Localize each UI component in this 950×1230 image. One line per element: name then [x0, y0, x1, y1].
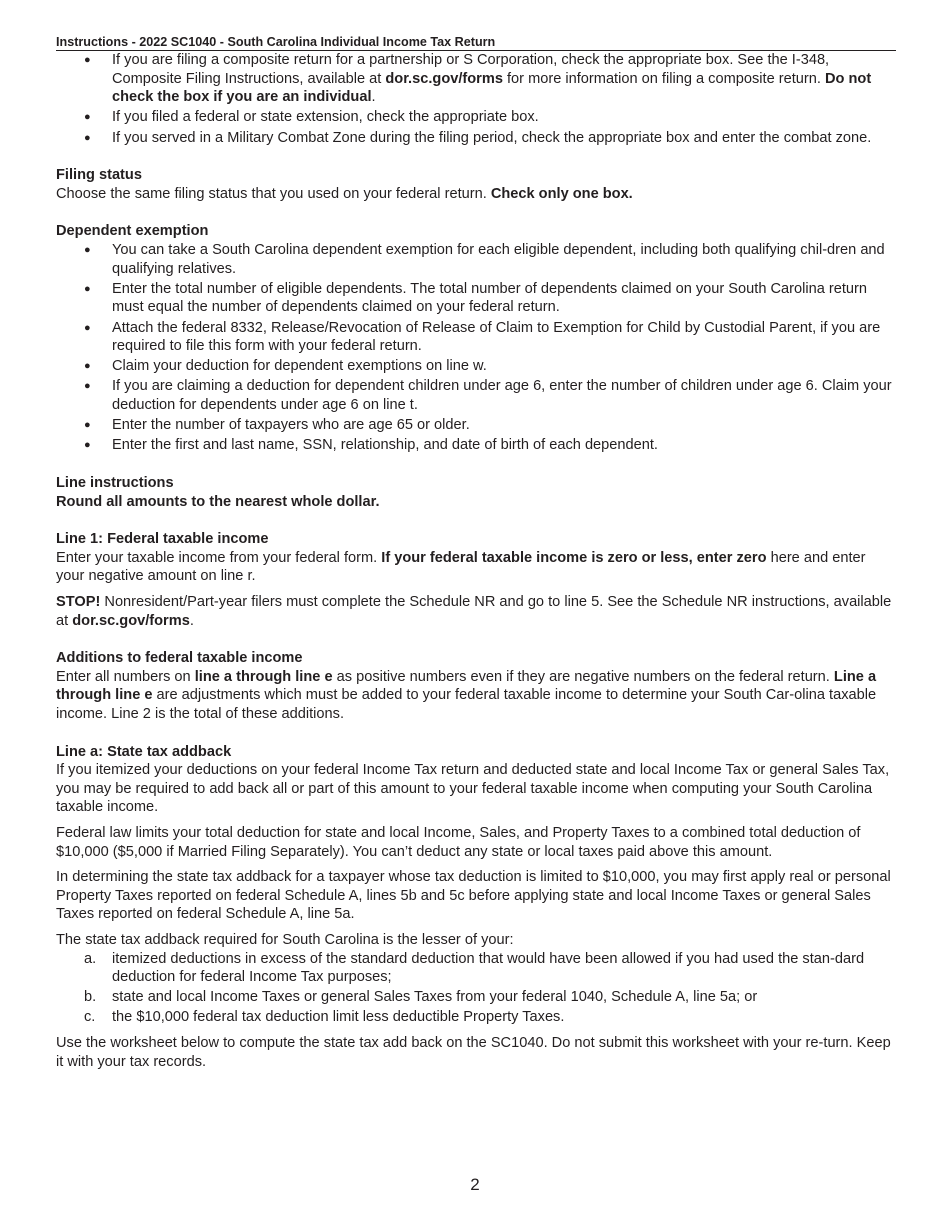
list-item: [56, 436, 896, 455]
list-text: itemized deductions in excess of the standard deduction that would have been allowed if you had used the stan-dard deduction for federal Income Tax purposes;: [112, 950, 865, 986]
bullet-icon: ●: [84, 321, 91, 334]
text-run: Enter the number of taxpayers who are age 65 or older.: [112, 417, 470, 434]
rich-text: [112, 378, 892, 413]
bold-text: line a through line e: [194, 668, 333, 685]
section-heading: Additions to federal taxable income: [56, 650, 303, 667]
section-heading: Filing status: [56, 167, 142, 184]
text-run: Enter your taxable income from your federal form.: [56, 549, 382, 566]
paragraph: Use the worksheet below to compute the state tax add back on the SC1040. Do not submit this worksheet with your re-turn. Keep it with your tax records.: [56, 1035, 891, 1070]
list-item: [56, 988, 896, 1007]
list-text: state and local Income Taxes or general Sales Taxes from your federal 1040, Schedule A, line 5a; or: [112, 989, 758, 1006]
text-run: Attach the federal 8332, Release/Revocation of Release of Claim to Exemption for Child by Custodial Parent, if you are required to file this form with your federal return.: [112, 319, 881, 355]
list-letter: c.: [84, 1009, 96, 1026]
bullet-icon: ●: [84, 111, 91, 124]
paragraph: [56, 549, 896, 586]
dependent-bullet-list: [56, 241, 896, 455]
rich-text: [112, 358, 487, 374]
rich-text: [112, 109, 539, 125]
list-text: the $10,000 federal tax deduction limit less deductible Property Taxes.: [112, 1009, 565, 1026]
list-item: [56, 108, 896, 127]
text-run: If you are claiming a deduction for dependent children under age 6, enter the number of children under age 6. Claim your deduction for dependents under age 6 on line t.: [112, 378, 892, 414]
paragraph: If you itemized your deductions on your federal Income Tax return and deducted state and local Income Tax or general Sales Tax, you may be required to add back all or part of this amount to your federal taxable income when computing your South Carolina taxable income.: [56, 762, 890, 816]
list-item: [56, 51, 896, 107]
text-run: If you are filing a composite return for a partnership or S Corporation, check the appropriate box. See the I-348, Composite Filing Instructions, available at: [112, 52, 830, 87]
bullet-icon: ●: [84, 380, 91, 393]
page-number: 2: [470, 1175, 480, 1194]
text-run: here and enter your negative amount on line r.: [56, 549, 866, 585]
text-run: Enter all numbers on: [56, 668, 195, 685]
bullet-icon: ●: [84, 54, 91, 66]
text-run: for more information on filing a composite return.: [502, 70, 825, 87]
stop-paragraph: [56, 593, 896, 630]
bold-text: STOP!: [56, 594, 101, 610]
bold-text: If your federal taxable income is zero or less, enter zero: [381, 549, 767, 566]
text-run: Choose the same filing status that you used on your federal return.: [56, 185, 491, 202]
bold-text: dor.sc.gov/forms: [72, 612, 190, 629]
list-letter: a.: [84, 950, 97, 967]
text-run: Claim your deduction for dependent exemptions on line w.: [112, 358, 487, 375]
list-item: [56, 319, 896, 356]
bold-text: dor.sc.gov/forms: [385, 70, 503, 87]
bullet-icon: ●: [84, 131, 91, 144]
section-heading: Line 1: Federal taxable income: [56, 531, 269, 548]
rich-text: [112, 242, 885, 277]
addback-list: [56, 950, 896, 1028]
intro-bullet-list: [56, 51, 896, 147]
bullet-icon: ●: [84, 419, 91, 432]
list-item: [56, 241, 896, 278]
bullet-icon: ●: [84, 282, 91, 295]
page-header: Instructions - 2022 SC1040 - South Carolina Individual Income Tax Return: [56, 35, 896, 51]
rich-text: [112, 281, 867, 316]
text-run: You can take a South Carolina dependent exemption for each eligible dependent, including both qualifying chil-dren and qualifying relatives.: [112, 241, 885, 277]
text-run: as positive numbers even if they are negative numbers on the federal return.: [332, 668, 834, 685]
paragraph: Federal law limits your total deduction for state and local Income, Sales, and Property Taxes to a combined total deduction of $10,000 ($5,000 if Married Filing Separately). You can’t deduct any state or local taxes paid above this amount.: [56, 824, 861, 860]
list-item: [56, 129, 896, 148]
rich-text: [112, 437, 658, 453]
text-run: Nonresident/Part-year filers must complete the Schedule NR and go to line 5. See the Schedule NR instructions, available at: [56, 594, 892, 629]
bold-text: Line a through line e: [56, 668, 877, 704]
rich-text: [112, 52, 871, 105]
text-run: .: [371, 89, 376, 106]
text-run: Enter the total number of eligible dependents. The total number of dependents claimed on your South Carolina return must equal the number of dependents claimed on your federal return.: [112, 280, 868, 316]
section-subheading: Round all amounts to the nearest whole dollar.: [56, 493, 380, 510]
text-run: If you filed a federal or state extension, check the appropriate box.: [112, 109, 539, 126]
bold-text: Check only one box.: [490, 185, 633, 202]
list-item: [56, 950, 896, 987]
list-item: [56, 357, 896, 376]
text-run: Enter the first and last name, SSN, relationship, and date of birth of each dependent.: [112, 437, 658, 454]
paragraph: In determining the state tax addback for a taxpayer whose tax deduction is limited to $10,000, you may first apply real or personal Property Taxes reported on federal Schedule A, lines 5b and 5c before applying state and local Income Taxes or general Sales Taxes reported on federal Schedule A, line 5a.: [56, 869, 891, 923]
bold-text: Do not check the box if you are an individual: [112, 70, 872, 106]
text-run: .: [189, 612, 194, 629]
text-run: If you served in a Military Combat Zone during the filing period, check the appropriate box and enter the combat zone.: [112, 129, 872, 146]
section-heading: Line instructions: [56, 475, 174, 492]
bullet-icon: ●: [84, 243, 91, 256]
list-letter: b.: [84, 989, 97, 1006]
paragraph: [56, 185, 896, 204]
section-heading: Dependent exemption: [56, 223, 209, 240]
rich-text: [112, 130, 871, 146]
bullet-icon: ●: [84, 439, 91, 452]
rich-text: [112, 417, 470, 433]
list-item: [56, 377, 896, 414]
list-item: [56, 280, 896, 317]
bullet-icon: ●: [84, 360, 91, 373]
section-heading: Line a: State tax addback: [56, 743, 232, 760]
rich-text: [112, 320, 880, 355]
paragraph: The state tax addback required for South Carolina is the lesser of your:: [56, 931, 514, 948]
document-page: [56, 35, 896, 1071]
paragraph: [56, 668, 896, 724]
text-run: are adjustments which must be added to your federal taxable income to determine your South Car-olina taxable income. Line 2 is the total of these additions.: [56, 687, 877, 722]
list-item: [56, 416, 896, 435]
list-item: [56, 1008, 896, 1027]
